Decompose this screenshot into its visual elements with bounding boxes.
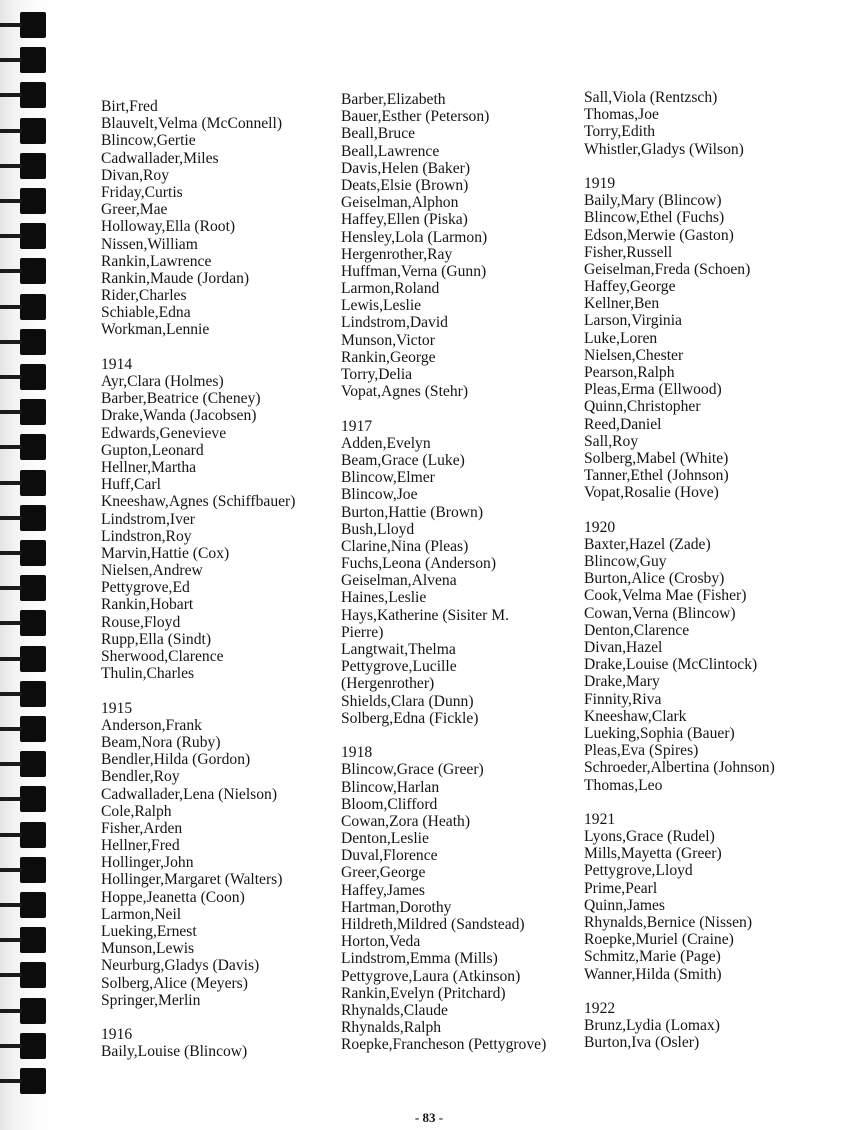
name-entry: Wanner,Hilda (Smith): [584, 965, 722, 983]
name-entry: Roepke,Francheson (Pettygrove): [341, 1036, 547, 1054]
binding-wire: [0, 938, 22, 942]
name-entry: Nielsen,Andrew: [101, 562, 203, 580]
name-entry: Fisher,Arden: [101, 819, 183, 837]
binding-hole: [20, 892, 46, 918]
name-entry: Bauer,Esther (Peterson): [341, 108, 490, 126]
name-entry: Larson,Virginia: [584, 312, 682, 330]
binding-hole: [20, 223, 46, 249]
name-entry: Quinn,James: [584, 896, 665, 914]
name-entry: Neurburg,Gladys (Davis): [101, 957, 260, 975]
name-entry: Burton,Hattie (Brown): [341, 503, 484, 521]
name-entry: Baxter,Hazel (Zade): [584, 535, 711, 553]
spiral-binding: [0, 0, 60, 1130]
name-entry: Munson,Lewis: [101, 940, 195, 958]
name-entry: Rhynalds,Ralph: [341, 1019, 442, 1037]
year-heading: 1916: [101, 1026, 133, 1044]
binding-wire: [0, 973, 22, 977]
name-entry: Holloway,Ella (Root): [101, 218, 236, 236]
name-entry: Pearson,Ralph: [584, 364, 675, 381]
name-entry: Fuchs,Leona (Anderson): [341, 555, 497, 573]
name-entry: Pleas,Eva (Spires): [584, 742, 699, 760]
name-entry: Hartman,Dorothy: [341, 898, 452, 916]
name-entry: Workman,Lennie: [101, 321, 210, 339]
binding-wire: [0, 164, 22, 168]
binding-hole: [20, 998, 46, 1024]
name-entry: Reed,Daniel: [584, 415, 662, 433]
year-heading: 1919: [584, 174, 616, 192]
name-entry: Thomas,Joe: [584, 106, 659, 124]
name-entry: Burton,Iva (Osler): [584, 1034, 700, 1052]
year-section: [101, 98, 295, 339]
name-entry: Hollinger,Margaret (Walters): [101, 871, 283, 889]
name-entry: Huff,Carl: [101, 476, 161, 494]
binding-wire: [0, 375, 22, 379]
name-entry: Blauvelt,Velma (McConnell): [101, 115, 283, 133]
name-entry: Lindstrom,David: [341, 314, 448, 332]
binding-wire: [0, 199, 22, 203]
name-entry: Hoppe,Jeanetta (Coon): [101, 888, 245, 906]
binding-wire: [0, 797, 22, 801]
name-entry: Kellner,Ben: [584, 295, 660, 313]
binding-hole: [20, 927, 46, 953]
binding-hole: [20, 188, 46, 214]
binding-wire: [0, 129, 22, 133]
name-entry: Pettygrove,Lucille: [341, 658, 457, 676]
binding-wire: [0, 762, 22, 766]
name-entry: Lueking,Ernest: [101, 923, 197, 940]
name-entry: Lewis,Leslie: [341, 297, 422, 315]
name-entry: Barber,Beatrice (Cheney): [101, 390, 261, 408]
year-heading: 1921: [584, 810, 616, 828]
binding-wire: [0, 903, 22, 907]
name-entry: Sherwood,Clarence: [101, 648, 224, 665]
year-heading: 1918: [341, 744, 373, 762]
name-entry: Marvin,Hattie (Cox): [101, 544, 230, 562]
name-entry: Cadwallader,Lena (Nielson): [101, 785, 278, 803]
name-entry: Bloom,Clifford: [341, 795, 438, 813]
name-entry: Luke,Loren: [584, 329, 658, 347]
name-entry: Langtwait,Thelma: [341, 641, 456, 658]
name-entry: Larmon,Neil: [101, 905, 182, 923]
binding-hole: [20, 364, 46, 390]
name-entry: Mills,Mayetta (Greer): [584, 845, 722, 863]
name-entry: Geiselman,Freda (Schoen): [584, 260, 751, 278]
name-entry: Barber,Elizabeth: [341, 91, 446, 108]
name-entry: Pettygrove,Laura (Atkinson): [341, 967, 521, 985]
binding-hole: [20, 118, 46, 144]
name-entry: Nissen,William: [101, 235, 198, 253]
page-number: - 83 -: [414, 1110, 444, 1125]
name-entry: Lindstrom,Iver: [101, 510, 195, 528]
name-entry: Geiselman,Alphon: [341, 194, 459, 212]
name-entry: Horton,Veda: [341, 933, 421, 951]
name-entry: Divan,Hazel: [584, 639, 663, 656]
binding-hole: [20, 12, 46, 38]
binding-hole: [20, 294, 46, 320]
name-entry: Birt,Fred: [101, 98, 158, 115]
binding-hole: [20, 434, 46, 460]
binding-hole: [20, 646, 46, 672]
name-entry: Solberg,Edna (Fickle): [341, 709, 479, 727]
binding-hole: [20, 857, 46, 883]
name-entry: Brunz,Lydia (Lomax): [584, 1017, 720, 1035]
name-entry: Baily,Louise (Blincow): [101, 1043, 248, 1061]
year-section: [584, 1000, 775, 1052]
year-heading: 1920: [584, 518, 616, 536]
name-entry: Bush,Lloyd: [341, 520, 415, 538]
name-entry: Kneeshaw,Clark: [584, 707, 687, 725]
name-entry: Haffey,James: [341, 881, 425, 899]
binding-wire: [0, 586, 22, 590]
binding-hole: [20, 153, 46, 179]
binding-hole: [20, 822, 46, 848]
binding-wire: [0, 234, 22, 238]
name-entry: Munson,Victor: [341, 331, 435, 349]
binding-hole: [20, 399, 46, 425]
binding-hole: [20, 82, 46, 108]
year-section: [101, 700, 295, 1009]
year-heading: 1922: [584, 999, 616, 1017]
binding-hole: [20, 329, 46, 355]
name-entry: Sall,Viola (Rentzsch): [584, 89, 718, 106]
name-entry: Blincow,Harlan: [341, 778, 440, 796]
name-entry: Blincow,Gertie: [101, 132, 196, 150]
name-entry: Blincow,Grace (Greer): [341, 761, 484, 779]
name-entry: Edwards,Genevieve: [101, 424, 227, 442]
name-entry: Hergenrother,Ray: [341, 245, 453, 263]
name-entry: Pettygrove,Lloyd: [584, 862, 693, 880]
name-entry: Pierre): [341, 623, 384, 641]
name-entry: Blincow,Guy: [584, 553, 667, 571]
name-entry: Rankin,Maude (Jordan): [101, 269, 250, 287]
year-heading: 1917: [341, 417, 373, 435]
binding-wire: [0, 868, 22, 872]
name-entry: Duval,Florence: [341, 847, 438, 865]
name-entry: Greer,George: [341, 864, 426, 882]
binding-hole: [20, 962, 46, 988]
name-entry: Divan,Roy: [101, 166, 170, 184]
binding-hole: [20, 540, 46, 566]
year-section: [341, 744, 546, 1053]
binding-hole: [20, 1068, 46, 1094]
name-entry: Huffman,Verna (Gunn): [341, 262, 487, 280]
year-section: [584, 519, 775, 794]
year-heading: 1915: [101, 699, 133, 717]
name-entry: Rankin,Lawrence: [101, 252, 212, 270]
name-entry: Drake,Mary: [584, 673, 660, 691]
name-entry: Baily,Mary (Blincow): [584, 192, 722, 210]
name-entry: Thulin,Charles: [101, 665, 195, 683]
name-entry: Edson,Merwie (Gaston): [584, 226, 734, 244]
year-heading: 1914: [101, 355, 133, 373]
name-entry: Kneeshaw,Agnes (Schiffbauer): [101, 493, 296, 511]
name-entry: Cadwallader,Miles: [101, 149, 219, 167]
binding-wire: [0, 445, 22, 449]
name-entry: Anderson,Frank: [101, 716, 202, 734]
name-entry: Geiselman,Alvena: [341, 572, 457, 590]
name-entry: Haffey,George: [584, 278, 676, 296]
name-entry: Beall,Bruce: [341, 125, 416, 143]
name-entry: Hensley,Lola (Larmon): [341, 228, 488, 246]
name-entry: Tanner,Ethel (Johnson): [584, 467, 729, 485]
name-entry: Davis,Helen (Baker): [341, 159, 471, 177]
name-entry: Clarine,Nina (Pleas): [341, 537, 469, 555]
name-entry: Rouse,Floyd: [101, 613, 181, 631]
binding-wire: [0, 1044, 22, 1048]
binding-wire: [0, 833, 22, 837]
name-entry: Beam,Nora (Ruby): [101, 733, 221, 751]
name-entry: Rhynalds,Claude: [341, 1001, 448, 1019]
name-entry: Vopat,Rosalie (Hove): [584, 484, 719, 502]
name-entry: Schmitz,Marie (Page): [584, 948, 721, 966]
binding-wire: [0, 1079, 22, 1083]
name-entry: Hollinger,John: [101, 854, 194, 872]
name-entry: Hellner,Martha: [101, 458, 197, 476]
name-entry: Lindstron,Roy: [101, 527, 192, 545]
binding-wire: [0, 657, 22, 661]
binding-hole: [20, 505, 46, 531]
year-section: [584, 89, 775, 158]
name-entry: Hellner,Fred: [101, 837, 180, 855]
name-entry: Larmon,Roland: [341, 280, 440, 298]
binding-wire: [0, 269, 22, 273]
name-entry: Quinn,Christopher: [584, 398, 701, 416]
name-entry: Beall,Lawrence: [341, 142, 440, 160]
name-entry: Bendler,Hilda (Gordon): [101, 751, 251, 769]
binding-wire: [0, 410, 22, 414]
binding-hole: [20, 716, 46, 742]
name-entry: Lyons,Grace (Rudel): [584, 828, 715, 846]
name-entry: Solberg,Mabel (White): [584, 449, 729, 467]
name-entry: Deats,Elsie (Brown): [341, 176, 469, 194]
name-entry: Lindstrom,Emma (Mills): [341, 950, 498, 968]
name-entry: Rankin,Hobart: [101, 596, 194, 614]
binding-hole: [20, 47, 46, 73]
binding-wire: [0, 340, 22, 344]
binding-wire: [0, 58, 22, 62]
name-entry: Rankin,Evelyn (Pritchard): [341, 984, 506, 1002]
year-section: [584, 811, 775, 983]
name-entry: Vopat,Agnes (Stehr): [341, 383, 469, 401]
name-entry: Solberg,Alice (Meyers): [101, 974, 248, 992]
name-entry: Gupton,Leonard: [101, 441, 204, 459]
binding-hole: [20, 575, 46, 601]
binding-wire: [0, 481, 22, 485]
name-entry: Drake,Louise (McClintock): [584, 656, 758, 674]
name-column-1: [101, 98, 295, 1061]
name-entry: Shields,Clara (Dunn): [341, 692, 474, 710]
name-entry: Cowan,Zora (Heath): [341, 812, 471, 830]
name-entry: Hildreth,Mildred (Sandstead): [341, 916, 525, 933]
binding-hole: [20, 470, 46, 496]
name-entry: Drake,Wanda (Jacobsen): [101, 407, 257, 425]
name-entry: Fisher,Russell: [584, 243, 673, 261]
name-entry: Sall,Roy: [584, 432, 639, 450]
binding-hole: [20, 1033, 46, 1059]
name-column-2: [341, 91, 546, 1054]
name-entry: Hays,Katherine (Sisiter M.: [341, 606, 510, 624]
binding-wire: [0, 23, 22, 27]
name-entry: Ayr,Clara (Holmes): [101, 373, 224, 390]
name-entry: Haines,Leslie: [341, 589, 427, 607]
binding-wire: [0, 516, 22, 520]
binding-wire: [0, 621, 22, 625]
name-entry: Schroeder,Albertina (Johnson): [584, 759, 775, 777]
binding-hole: [20, 610, 46, 636]
name-entry: Cook,Velma Mae (Fisher): [584, 587, 747, 605]
name-entry: Rider,Charles: [101, 287, 187, 305]
binding-wire: [0, 93, 22, 97]
name-entry: Beam,Grace (Luke): [341, 451, 465, 469]
binding-hole: [20, 681, 46, 707]
name-entry: Pleas,Erma (Ellwood): [584, 381, 722, 399]
name-entry: Friday,Curtis: [101, 183, 183, 201]
binding-hole: [20, 751, 46, 777]
binding-wire: [0, 692, 22, 696]
year-section: [101, 1026, 295, 1060]
name-entry: Denton,Leslie: [341, 830, 429, 848]
name-entry: (Hergenrother): [341, 675, 435, 693]
name-entry: Roepke,Muriel (Craine): [584, 931, 734, 949]
binding-wire: [0, 551, 22, 555]
name-entry: Finnity,Riva: [584, 690, 662, 708]
binding-wire: [0, 727, 22, 731]
year-section: [341, 418, 546, 727]
name-entry: Blincow,Ethel (Fuchs): [584, 209, 725, 227]
year-section: [584, 175, 775, 502]
name-entry: Greer,Mae: [101, 201, 168, 219]
name-entry: Whistler,Gladys (Wilson): [584, 140, 744, 158]
binding-hole: [20, 258, 46, 284]
name-entry: Blincow,Elmer: [341, 469, 435, 487]
name-entry: Cole,Ralph: [101, 802, 172, 820]
year-section: [341, 91, 546, 400]
binding-hole: [20, 786, 46, 812]
name-entry: Rupp,Ella (Sindt): [101, 630, 212, 648]
name-entry: Torry,Edith: [584, 123, 656, 141]
name-entry: Burton,Alice (Crosby): [584, 570, 725, 588]
year-section: [101, 356, 295, 683]
name-entry: Prime,Pearl: [584, 879, 658, 897]
name-entry: Bendler,Roy: [101, 768, 180, 786]
name-entry: Schiable,Edna: [101, 304, 191, 322]
name-entry: Denton,Clarence: [584, 621, 690, 639]
name-entry: Rhynalds,Bernice (Nissen): [584, 914, 753, 931]
name-entry: Torry,Delia: [341, 366, 413, 383]
name-entry: Adden,Evelyn: [341, 434, 431, 452]
name-entry: Springer,Merlin: [101, 991, 201, 1009]
name-entry: Nielsen,Chester: [584, 346, 684, 364]
binding-wire: [0, 1009, 22, 1013]
name-entry: Pettygrove,Ed: [101, 579, 190, 597]
name-entry: Cowan,Verna (Blincow): [584, 604, 736, 622]
name-entry: Thomas,Leo: [584, 776, 663, 794]
name-column-3: [584, 89, 775, 1052]
binding-wire: [0, 305, 22, 309]
name-entry: Blincow,Joe: [341, 486, 418, 504]
name-entry: Haffey,Ellen (Piska): [341, 211, 468, 229]
name-entry: Rankin,George: [341, 348, 436, 366]
name-entry: Lueking,Sophia (Bauer): [584, 724, 735, 742]
